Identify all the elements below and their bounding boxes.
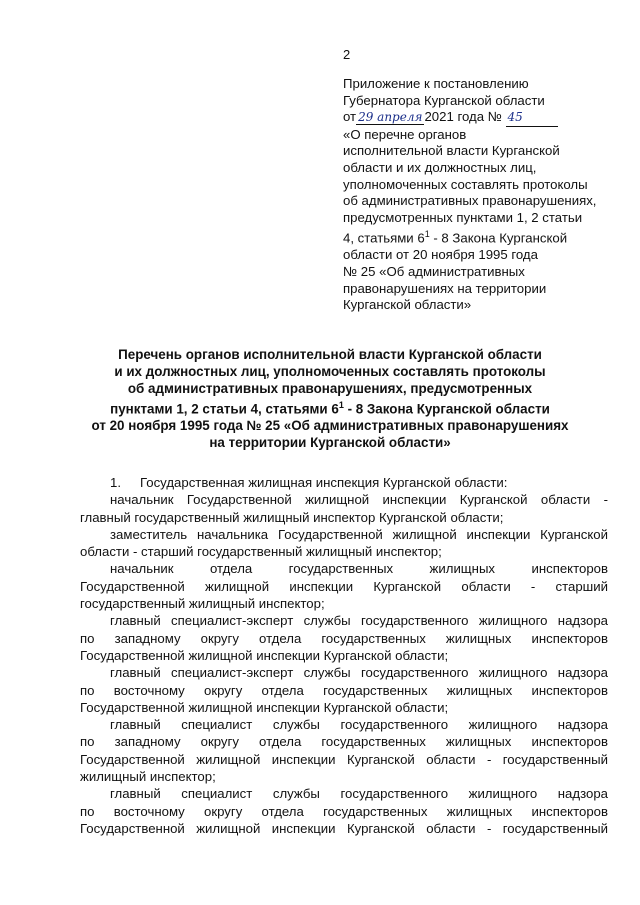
appendix-line: исполнительной власти Курганской bbox=[343, 143, 560, 159]
text-line: жилищный инспектор; bbox=[80, 769, 216, 785]
appendix-line: уполномоченных составлять протоколы bbox=[343, 176, 588, 192]
text-line: главный государственный жилищный инспектор Курганской области; bbox=[80, 509, 504, 525]
text-line: главный специалист-эксперт службы государственного жилищного надзора bbox=[110, 665, 608, 681]
appendix-line: области от 20 ноября 1995 года bbox=[343, 247, 538, 263]
appendix-date-line bbox=[343, 109, 611, 127]
paragraph bbox=[80, 612, 608, 664]
handwritten-number: 45 bbox=[506, 109, 558, 127]
appendix-from-prefix: от bbox=[343, 109, 357, 125]
paragraph bbox=[80, 716, 608, 785]
text-line: по восточному округу отдела государственных жилищных инспекторов bbox=[80, 682, 608, 698]
appendix-line: правонарушениях на территории bbox=[343, 280, 547, 296]
appendix-line bbox=[343, 226, 611, 247]
appendix-line: Курганской области» bbox=[343, 297, 472, 313]
paragraph bbox=[80, 526, 608, 561]
document-title bbox=[70, 346, 590, 451]
appendix-line: Приложение к постановлению bbox=[343, 76, 529, 91]
title-line bbox=[70, 397, 590, 417]
paragraph bbox=[80, 560, 608, 612]
appendix-line: Губернатора Курганской области bbox=[343, 92, 545, 108]
text-line: главный специалист-эксперт службы государственного жилищного надзора bbox=[110, 613, 608, 629]
text-line: государственный жилищный инспектор; bbox=[80, 596, 325, 612]
appendix-line: об административных правонарушениях, bbox=[343, 193, 597, 209]
list-item-number: 1. bbox=[110, 475, 121, 490]
title-line: и их должностных лиц, уполномоченных составлять протоколы bbox=[114, 364, 546, 379]
appendix-line: «О перечне органов bbox=[343, 126, 467, 142]
appendix-line: № 25 «Об административных bbox=[343, 263, 525, 279]
paragraph bbox=[80, 491, 608, 526]
text-line: заместитель начальника Государственной жилищной инспекции Курганской bbox=[110, 526, 608, 542]
appendix-year-text: 2021 года № bbox=[424, 109, 502, 125]
text-line: главный специалист службы государственного жилищного надзора bbox=[110, 786, 608, 802]
superscript: 1 bbox=[424, 229, 430, 240]
list-item-heading bbox=[80, 474, 608, 491]
title-line-part: пунктами 1, 2 статьи 4, статьями 6 bbox=[110, 401, 339, 417]
superscript: 1 bbox=[338, 400, 344, 410]
appendix-line-part: - 8 Закона Курганской bbox=[429, 230, 568, 246]
text-line: по восточному округу отдела государственных жилищных инспекторов bbox=[80, 803, 608, 819]
appendix-line-part: 4, статьями 6 bbox=[343, 230, 425, 246]
list-item-title: Государственная жилищная инспекция Курганской области: bbox=[140, 475, 508, 490]
text-line: Государственной жилищной инспекции Курганской области - государственный bbox=[80, 751, 608, 767]
handwritten-date: 29 апреля bbox=[358, 110, 423, 125]
text-line: Государственной жилищной инспекции Курганской области - старший bbox=[80, 578, 608, 594]
appendix-line: области и их должностных лиц, bbox=[343, 159, 537, 175]
text-line: по западному округу отдела государственных жилищных инспекторов bbox=[80, 734, 608, 750]
page-number: 2 bbox=[343, 47, 351, 62]
text-line: области - старший государственный жилищный инспектор; bbox=[80, 544, 442, 560]
text-line: начальник отдела государственных жилищных инспекторов bbox=[110, 561, 608, 577]
text-line: по западному округу отдела государственных жилищных инспекторов bbox=[80, 630, 608, 646]
title-line: об административных правонарушениях, предусмотренных bbox=[127, 381, 533, 396]
text-line: Государственной жилищной инспекции Курганской области - государственный bbox=[80, 820, 608, 836]
text-line: Государственной жилищной инспекции Курганской области; bbox=[80, 699, 449, 715]
paragraph bbox=[80, 664, 608, 716]
appendix-block bbox=[343, 76, 611, 314]
title-line-part: - 8 Закона Курганской области bbox=[343, 401, 550, 417]
text-line: Государственной жилищной инспекции Курганской области; bbox=[80, 647, 449, 663]
text-line: начальник Государственной жилищной инспекции Курганской области - bbox=[110, 492, 608, 508]
title-line: от 20 ноября 1995 года № 25 «Об административных правонарушениях bbox=[91, 418, 569, 434]
appendix-line: предусмотренных пунктами 1, 2 статьи bbox=[343, 209, 583, 225]
title-line: Перечень органов исполнительной власти Курганской области bbox=[118, 347, 542, 362]
text-line: главный специалист службы государственного жилищного надзора bbox=[110, 717, 608, 733]
document-body bbox=[80, 474, 608, 837]
title-line: на территории Курганской области» bbox=[209, 435, 451, 451]
paragraph bbox=[80, 785, 608, 837]
